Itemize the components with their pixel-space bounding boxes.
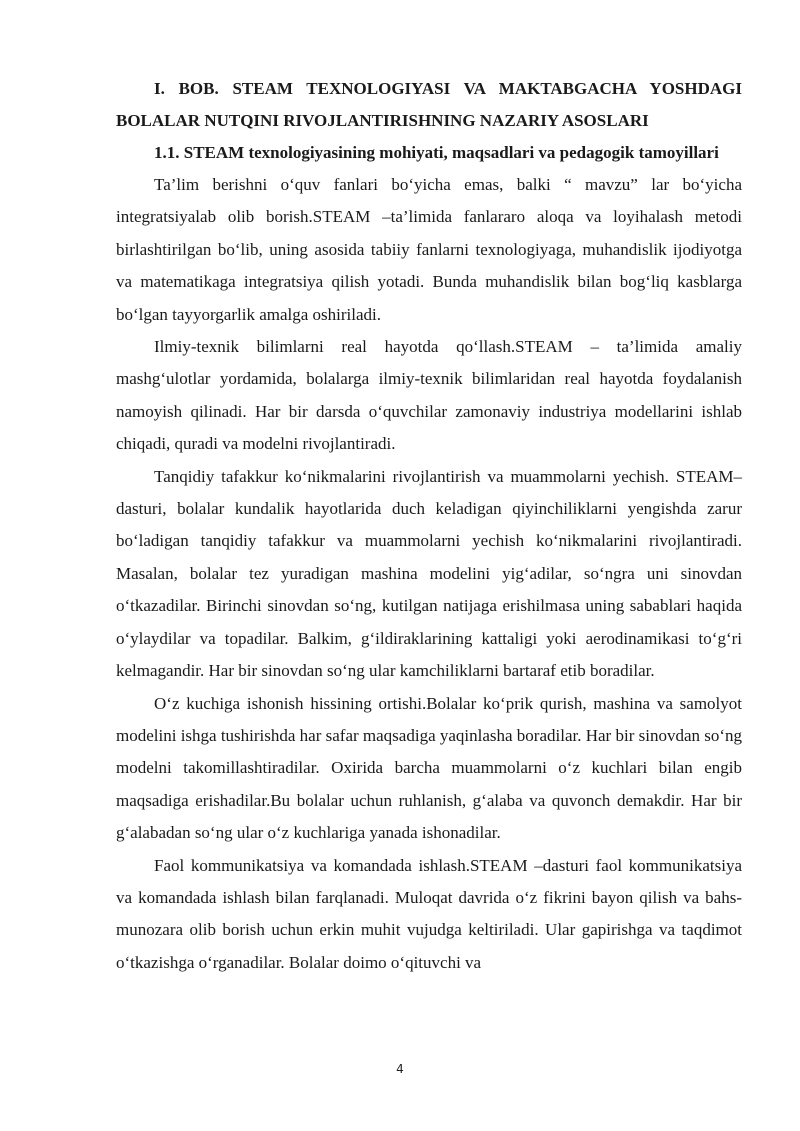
paragraph-integration: Ta’lim berishni o‘quv fanlari bo‘yicha emas, balki “ mavzu” lar bo‘yicha integratsiyalab olib borish.STEAM –ta’limida fanlararo aloqa va loyihalash metodi birlashtirilgan bo‘lib, uning asosida tabiiy fanlarni texnologiyaga, muhandislik ijodiyotga va matematikaga integratsiya qilish yotadi. Bunda muhandislik bilan bog‘liq kasblarga bo‘lgan tayyorgarlik amalga oshiriladi. [116, 175, 742, 324]
paragraph-critical-thinking: Tanqidiy tafakkur ko‘nikmalarini rivojlantirish va muammolarni yechish. STEAM–dasturi, bolalar kundalik hayotlarida duch keladigan qiyinchiliklarni yengishda zarur bo‘ladigan tanqidiy tafakkur va muammolarni yechish ko‘nikmalarini rivojlantiradi. Masalan, bolalar tez yuradigan mashina modelini yig‘adilar, so‘ngra uni sinovdan o‘tkazadilar. Birinchi sinovdan so‘ng, kutilgan natijaga erishilmasa uning sabablari haqida o‘ylaydilar va topadilar. Balkim, g‘ildiraklarining kattaligi yoki aerodinamikasi to‘g‘ri kelmagandir. Har bir sinovdan so‘ng ular kamchiliklarni bartaraf etib boradilar. [116, 466, 742, 681]
paragraph-communication: Faol kommunikatsiya va komandada ishlash.STEAM –dasturi faol kommunikatsiya va komandada ishlash bilan farqlanadi. Muloqat davrida o‘z fikrini bayon qilish va bahs- munozara olib borish uchun erkin muhit vujudga keltiriladi. Ular gapirishga va taqdimot o‘tkazishga o‘rganadilar. Bolalar doimo o‘qituvchi va [116, 855, 742, 972]
section-title: 1.1. STEAM texnologiyasining mohiyati, maqsadlari va pedagogik tamoyillari [154, 143, 719, 162]
document-page [116, 73, 742, 979]
chapter-title: I. BOB. STEAM TEXNOLOGIYASI VA MAKTABGACHA YOSHDAGI BOLALAR NUTQINI RIVOJLANTIRISHNING NAZARIY ASOSLARI [116, 79, 742, 130]
paragraph-self-confidence: O‘z kuchiga ishonish hissining ortishi.Bolalar ko‘prik qurish, mashina va samolyot modelini ishga tushirishda har safar maqsadiga yaqinlasha boradilar. Har bir sinovdan so‘ng modelni takomillashtiradilar. Oxirida barcha muammolarni o‘z kuchlari bilan engib maqsadiga erishadilar.Bu bolalar uchun ruhlanish, g‘alaba va quvonch demakdir. Har bir g‘alabadan so‘ng ular o‘z kuchlariga yanada ishonadilar. [116, 693, 743, 843]
page-number: 4 [396, 1062, 404, 1076]
paragraph-real-life: Ilmiy-texnik bilimlarni real hayotda qo‘llash.STEAM – ta’limida amaliy mashg‘ulotlar yordamida, bolalarga ilmiy-texnik bilimlaridan real hayotda foydalanish namoyish qilinadi. Har bir darsda o‘quvchilar zamonaviy industriya modellarini ishlab chiqadi, quradi va modelni rivojlantiradi. [116, 337, 742, 454]
